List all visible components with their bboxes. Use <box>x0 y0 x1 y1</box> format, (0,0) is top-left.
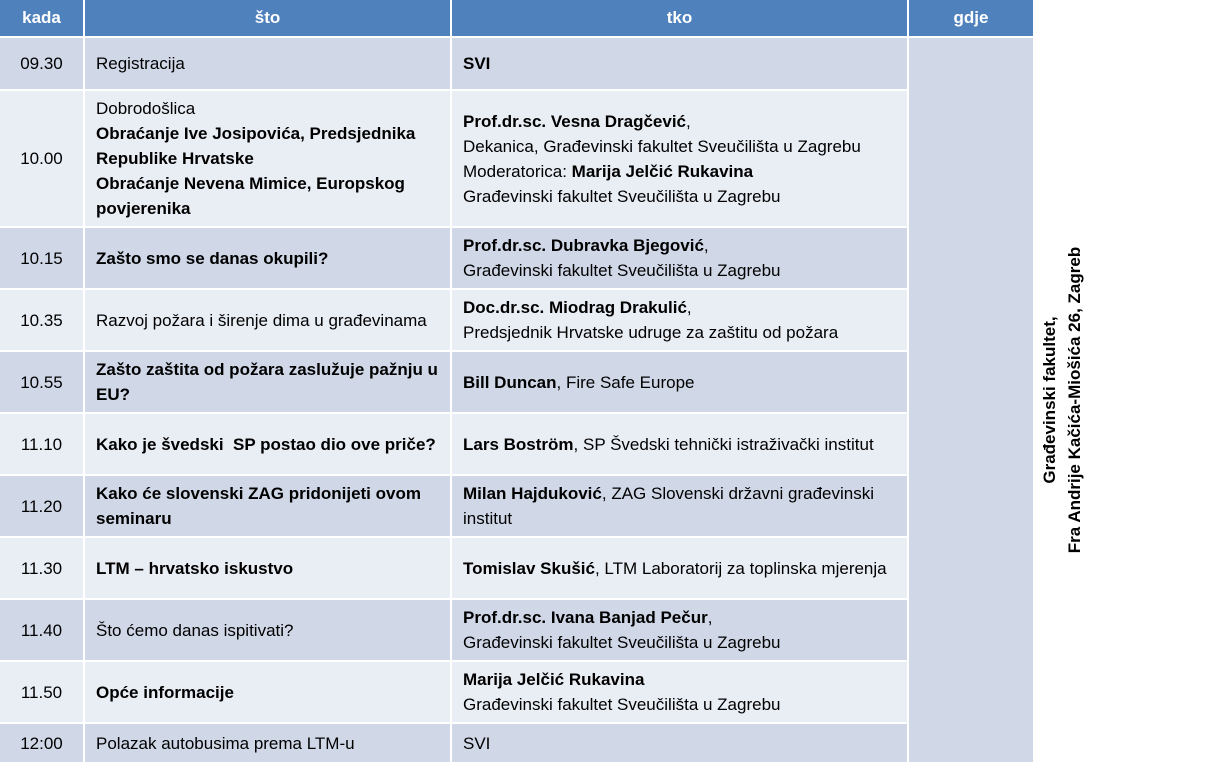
who-affiliation: , SP Švedski tehnički istraživački institut <box>573 434 874 454</box>
table-row <box>0 599 1033 661</box>
table-row <box>0 289 1033 351</box>
header-where: gdje <box>908 0 1033 37</box>
who-name: Milan Hajduković <box>463 484 602 503</box>
what-cell <box>84 537 451 599</box>
table-row <box>0 227 1033 289</box>
header-when: kada <box>0 0 84 37</box>
who-affiliation: , LTM Laboratorij za toplinska mjerenja <box>594 558 887 578</box>
location-text <box>1037 247 1087 553</box>
who-name: Lars Boström <box>463 434 574 454</box>
who-affiliation: Građevinski fakultet Sveučilišta u Zagrebu <box>463 261 781 280</box>
header-what: što <box>84 0 451 37</box>
who-affiliation: , Fire Safe Europe <box>556 372 695 392</box>
who-affiliation: Dekanica, Građevinski fakultet Sveučilišta u Zagrebu <box>463 136 861 156</box>
time-cell: 11.10 <box>0 413 84 475</box>
what-cell <box>84 90 451 227</box>
who-cell <box>451 475 908 537</box>
what-cell <box>84 227 451 289</box>
what-text-bold: LTM – hrvatsko iskustvo <box>96 558 294 578</box>
what-cell <box>84 723 451 762</box>
what-text-bold: Kako će slovenski ZAG pridonijeti ovom seminaru <box>96 484 421 528</box>
header-row <box>0 0 1033 37</box>
location-cell <box>908 37 1085 762</box>
table-row <box>0 37 1033 90</box>
who-cell <box>451 537 908 599</box>
what-text: Registracija <box>96 54 185 73</box>
who-cell <box>451 351 908 413</box>
who-affiliation: , ZAG Slovenski državni građevinski institut <box>463 484 874 528</box>
what-cell <box>84 351 451 413</box>
time-cell: 11.20 <box>0 475 84 537</box>
who-name: SVI <box>463 733 491 753</box>
who-suffix: , <box>686 111 691 131</box>
who-suffix: , <box>707 608 713 627</box>
who-name: Prof.dr.sc. Vesna Dragčević <box>463 111 687 131</box>
who-name: Bill Duncan <box>463 372 557 392</box>
time-cell: 10.35 <box>0 289 84 351</box>
who-cell <box>451 90 908 227</box>
who-name: Marija Jelčić Rukavina <box>463 670 645 689</box>
table-row <box>0 661 1033 723</box>
who-name: Prof.dr.sc. Dubravka Bjegović <box>463 236 704 255</box>
who-suffix: , <box>703 236 709 255</box>
table-row <box>0 413 1033 475</box>
who-suffix: , <box>686 298 692 317</box>
who-cell <box>451 661 908 723</box>
table-row <box>0 723 1033 762</box>
time-cell: 10.55 <box>0 351 84 413</box>
what-text-bold: Obraćanje Ive Josipovića, Predsjednika Republike Hrvatske <box>96 124 416 168</box>
who-name: Marija Jelčić Rukavina <box>571 161 754 181</box>
what-text-bold: Zašto smo se danas okupili? <box>96 248 329 268</box>
location-line-2: Fra Andrije Kačića-Miošića 26, Zagreb <box>1065 246 1085 554</box>
who-cell <box>451 227 908 289</box>
who-name: Doc.dr.sc. Miodrag Drakulić <box>463 298 687 317</box>
time-cell: 11.30 <box>0 537 84 599</box>
who-cell <box>451 723 908 762</box>
what-cell <box>84 661 451 723</box>
time-cell: 10.15 <box>0 227 84 289</box>
time-cell: 12:00 <box>0 723 84 762</box>
what-text-bold: Zašto zaštita od požara zaslužuje pažnju u EU? <box>96 360 438 404</box>
who-cell <box>451 37 908 90</box>
who-cell <box>451 289 908 351</box>
who-cell <box>451 413 908 475</box>
what-cell <box>84 599 451 661</box>
what-text-bold: Opće informacije <box>96 682 234 702</box>
who-cell <box>451 599 908 661</box>
time-cell: 09.30 <box>0 37 84 90</box>
who-affiliation: Građevinski fakultet Sveučilišta u Zagrebu <box>463 695 781 714</box>
what-cell <box>84 37 451 90</box>
what-text: Dobrodošlica <box>96 99 196 118</box>
what-text-bold: Kako je švedski SP postao dio ove priče? <box>96 434 436 454</box>
table-row <box>0 351 1033 413</box>
what-cell <box>84 413 451 475</box>
table-row <box>0 90 1033 227</box>
who-name: SVI <box>463 54 491 73</box>
time-cell: 10.00 <box>0 90 84 227</box>
who-affiliation: Građevinski fakultet Sveučilišta u Zagrebu <box>463 633 781 652</box>
who-affiliation: Građevinski fakultet Sveučilišta u Zagrebu <box>463 186 781 206</box>
table-row <box>0 475 1033 537</box>
what-cell <box>84 289 451 351</box>
time-cell: 11.50 <box>0 661 84 723</box>
location-line-1: Građevinski fakultet, <box>1040 316 1060 484</box>
who-name: Prof.dr.sc. Ivana Banjad Pečur <box>463 608 708 627</box>
time-cell: 11.40 <box>0 599 84 661</box>
what-text: Razvoj požara i širenje dima u građevinama <box>96 310 427 330</box>
what-text: Što ćemo danas ispitivati? <box>96 620 294 640</box>
what-text: Polazak autobusima prema LTM-u <box>96 733 355 753</box>
who-name: Tomislav Skušić <box>463 558 595 578</box>
what-cell <box>84 475 451 537</box>
table-row <box>0 537 1033 599</box>
header-who: tko <box>451 0 908 37</box>
who-affiliation: Predsjednik Hrvatske udruge za zaštitu od požara <box>463 323 839 342</box>
what-text-bold: Obraćanje Nevena Mimice, Europskog povjerenika <box>96 174 405 218</box>
who-role: Moderatorica: <box>463 161 572 181</box>
